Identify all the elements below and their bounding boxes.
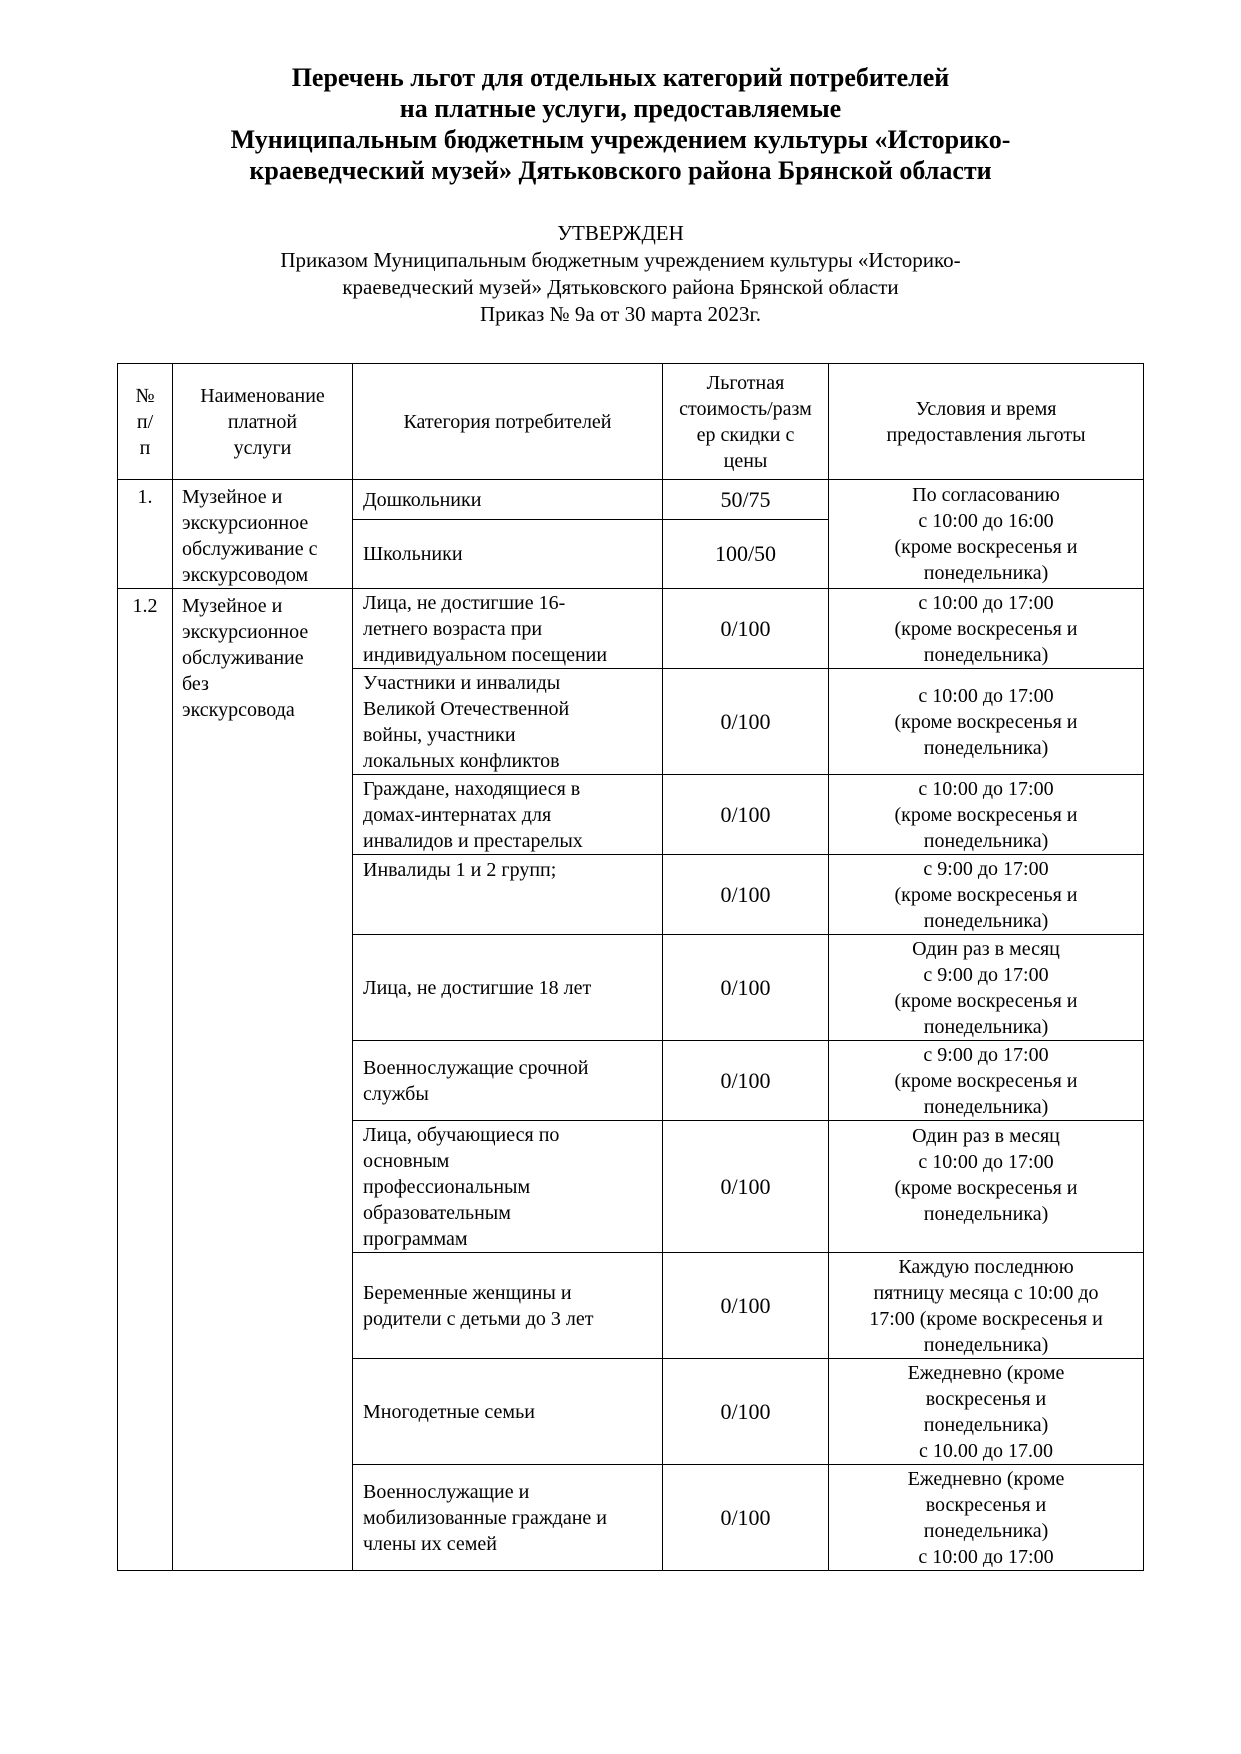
consumer-category: Школьники xyxy=(353,520,663,589)
consumer-category: Инвалиды 1 и 2 групп; xyxy=(353,855,663,935)
benefit-conditions: Каждую последнюю пятницу месяца с 10:00 до 17:00 (кроме воскресенья и понедельника) xyxy=(829,1253,1144,1359)
consumer-category: Лица, не достигшие 16- летнего возраста при индивидуальном посещении xyxy=(353,589,663,669)
benefit-conditions: с 10:00 до 17:00 (кроме воскресенья и понедельника) xyxy=(829,669,1144,775)
table-header-row xyxy=(118,364,1144,480)
discount-value: 50/75 xyxy=(663,480,829,520)
benefit-conditions: Один раз в месяц с 9:00 до 17:00 (кроме воскресенья и понедельника) xyxy=(829,935,1144,1041)
consumer-category: Многодетные семьи xyxy=(353,1359,663,1465)
benefit-conditions: Один раз в месяц с 10:00 до 17:00 (кроме воскресенья и понедельника) xyxy=(829,1121,1144,1253)
consumer-category: Граждане, находящиеся в домах-интернатах для инвалидов и престарелых xyxy=(353,775,663,855)
title-line-2: на платные услуги, предоставляемые xyxy=(399,94,842,123)
approval-line-4: Приказ № 9а от 30 марта 2023г. xyxy=(479,302,762,326)
header-category: Категория потребителей xyxy=(353,364,663,480)
title-line-4: краеведческий музей» Дятьковского района Брянской области xyxy=(249,156,992,185)
row-number: 1.2 xyxy=(118,589,173,1571)
consumer-category: Военнослужащие срочной службы xyxy=(353,1041,663,1121)
table-row xyxy=(118,589,1144,669)
discount-value: 0/100 xyxy=(663,589,829,669)
service-name: Музейное и экскурсионное обслуживание без экскурсовода xyxy=(173,589,353,1571)
consumer-category: Дошкольники xyxy=(353,480,663,520)
consumer-category: Лица, обучающиеся по основным профессиональным образовательным программам xyxy=(353,1121,663,1253)
header-cost: Льготная стоимость/разм ер скидки с цены xyxy=(663,364,829,480)
consumer-category: Военнослужащие и мобилизованные граждане и члены их семей xyxy=(353,1465,663,1571)
header-num: № п/ п xyxy=(118,364,173,480)
document-title xyxy=(160,62,1081,186)
benefits-table xyxy=(117,363,1144,1571)
benefit-conditions: с 9:00 до 17:00 (кроме воскресенья и понедельника) xyxy=(829,1041,1144,1121)
discount-value: 0/100 xyxy=(663,935,829,1041)
discount-value: 0/100 xyxy=(663,1041,829,1121)
consumer-category: Лица, не достигшие 18 лет xyxy=(353,935,663,1041)
discount-value: 0/100 xyxy=(663,1465,829,1571)
approval-line-1: УТВЕРЖДЕН xyxy=(557,221,684,245)
consumer-category: Беременные женщины и родители с детьми до 3 лет xyxy=(353,1253,663,1359)
benefit-conditions: Ежедневно (кроме воскресенья и понедельника) с 10.00 до 17.00 xyxy=(829,1359,1144,1465)
benefit-conditions: с 10:00 до 17:00 (кроме воскресенья и понедельника) xyxy=(829,775,1144,855)
benefit-conditions: с 10:00 до 17:00 (кроме воскресенья и понедельника) xyxy=(829,589,1144,669)
approval-line-2: Приказом Муниципальным бюджетным учреждением культуры «Историко- xyxy=(280,248,961,272)
approval-block xyxy=(160,220,1081,328)
benefit-conditions: с 9:00 до 17:00 (кроме воскресенья и понедельника) xyxy=(829,855,1144,935)
discount-value: 0/100 xyxy=(663,1253,829,1359)
row-number: 1. xyxy=(118,480,173,589)
discount-value: 0/100 xyxy=(663,669,829,775)
discount-value: 0/100 xyxy=(663,1121,829,1253)
discount-value: 0/100 xyxy=(663,1359,829,1465)
header-conditions: Условия и время предоставления льготы xyxy=(829,364,1144,480)
title-line-1: Перечень льгот для отдельных категорий потребителей xyxy=(291,63,950,92)
title-line-3: Муниципальным бюджетным учреждением культуры «Историко- xyxy=(230,125,1011,154)
table-row xyxy=(118,480,1144,520)
discount-value: 0/100 xyxy=(663,775,829,855)
header-service: Наименование платной услуги xyxy=(173,364,353,480)
benefit-conditions: Ежедневно (кроме воскресенья и понедельника) с 10:00 до 17:00 xyxy=(829,1465,1144,1571)
consumer-category: Участники и инвалиды Великой Отечественной войны, участники локальных конфликтов xyxy=(353,669,663,775)
service-name: Музейное и экскурсионное обслуживание с экскурсоводом xyxy=(173,480,353,589)
discount-value: 100/50 xyxy=(663,520,829,589)
benefit-conditions: По согласованию с 10:00 до 16:00 (кроме воскресенья и понедельника) xyxy=(829,480,1144,589)
discount-value: 0/100 xyxy=(663,855,829,935)
approval-line-3: краеведческий музей» Дятьковского района Брянской области xyxy=(342,275,899,299)
